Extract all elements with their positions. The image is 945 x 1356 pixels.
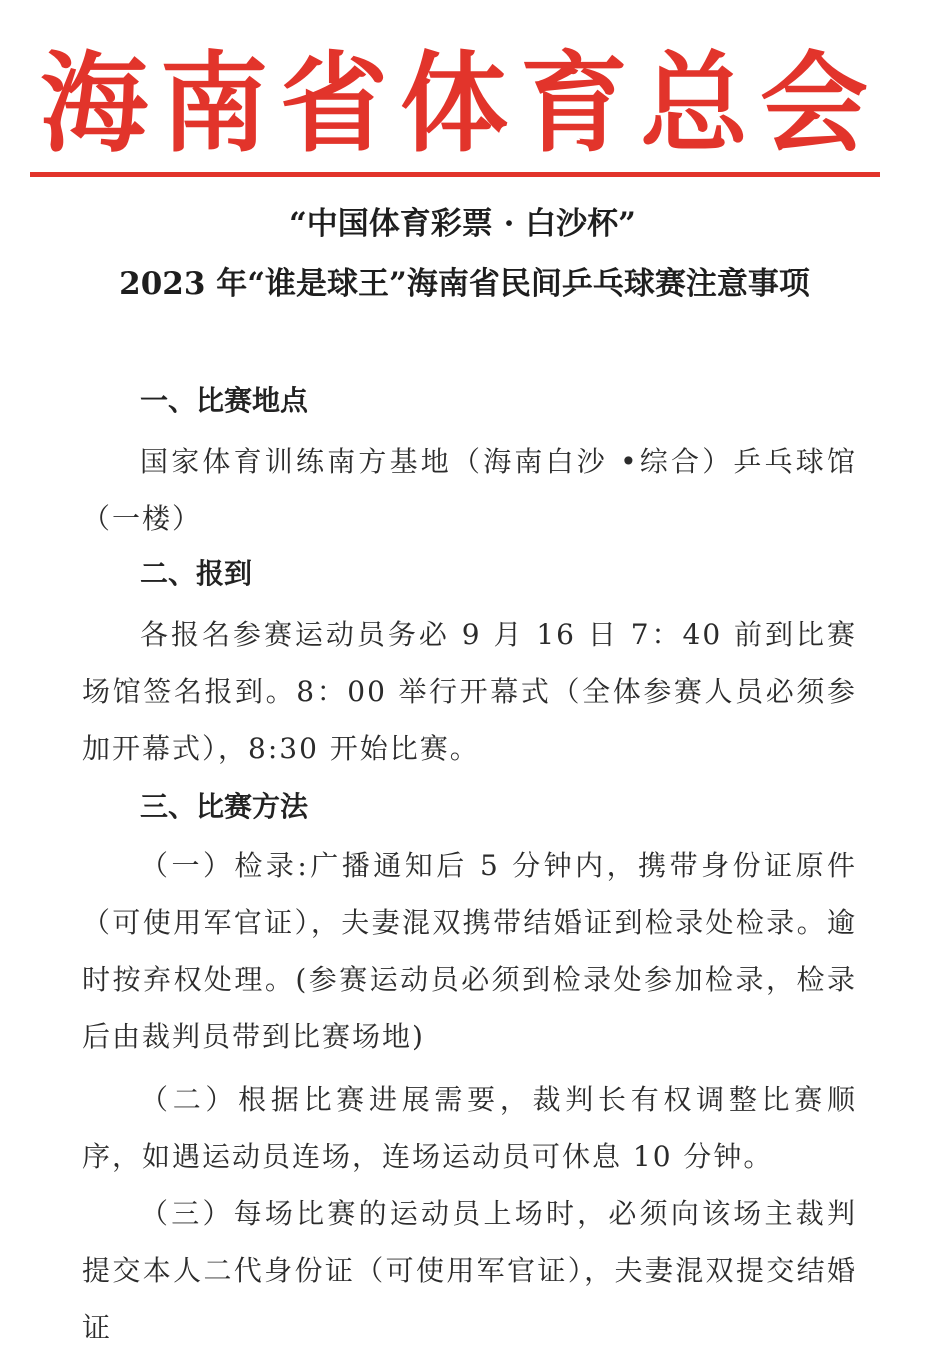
document-title-line-1: “中国体育彩票 · 白沙杯” <box>288 206 637 242</box>
section-heading-venue: 一、比赛地点 <box>140 384 309 417</box>
paragraph-checkin: 各报名参赛运动员务必 9 月 16 日 7：40 前到比赛场馆签名报到。8：00 举行开幕式（全体参赛人员必须参加开幕式），8:30 开始比赛。 <box>82 618 857 765</box>
paragraph-method-item-3: （三）每场比赛的运动员上场时，必须向该场主裁判提交本人二代身份证（可使用军官证），夫妻混双提交结婚证 <box>82 1197 857 1344</box>
paragraph-method-item-2: （二）根据比赛进展需要，裁判长有权调整比赛顺序，如遇运动员连场，连场运动员可休息 10 分钟。 <box>82 1083 857 1173</box>
document-title-line-2: 2023 年“谁是球王”海南省民间乒乓球赛注意事项 <box>119 266 810 302</box>
masthead-organization-name: 海南省体育总会 <box>40 42 881 167</box>
section-heading-method: 三、比赛方法 <box>140 790 309 823</box>
section-heading-checkin: 二、报到 <box>140 557 253 590</box>
paragraph-method-item-1: （一）检录:广播通知后 5 分钟内，携带身份证原件（可使用军官证），夫妻混双携带结婚证到检录处检录。逾时按弃权处理。(参赛运动员必须到检录处参加检录，检录后由裁判员带到比赛场地) <box>82 849 857 1053</box>
masthead-divider-rule <box>30 172 880 177</box>
paragraph-venue: 国家体育训练南方基地（海南白沙 •综合）乒乓球馆（一楼） <box>82 445 857 535</box>
